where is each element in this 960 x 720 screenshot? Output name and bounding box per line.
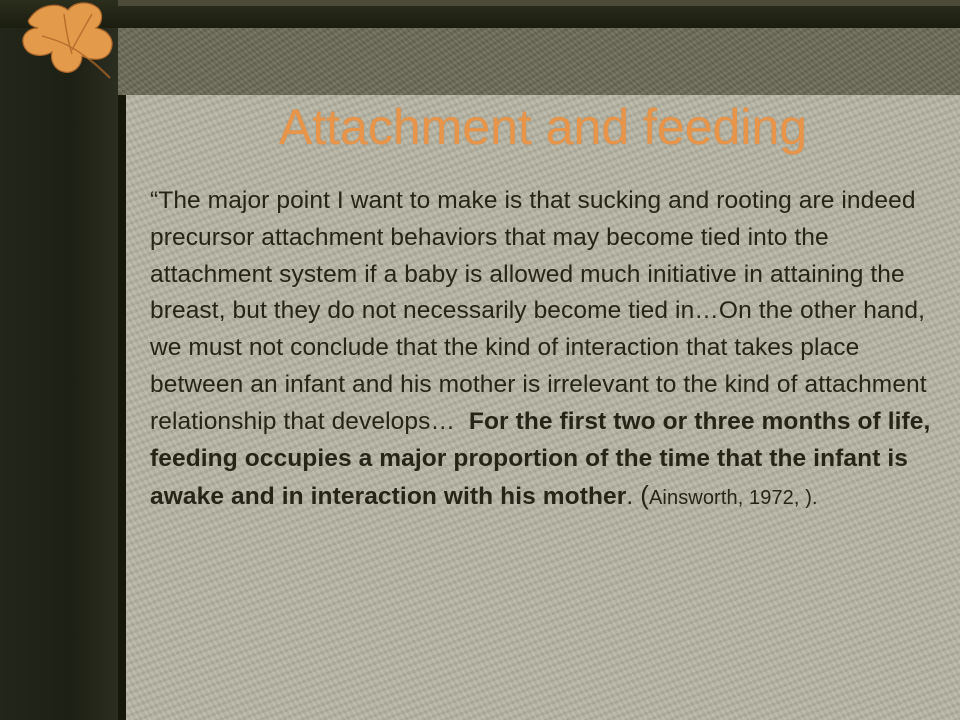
header-panel	[118, 28, 960, 95]
top-strip	[118, 0, 960, 6]
quote-body	[150, 183, 948, 517]
vertical-divider	[118, 28, 126, 720]
quote-bold-text: For the first two or three months of life, feeding occupies a major proportion of the time that the infant is awake and in interaction with his mother	[150, 407, 931, 511]
open-paren: (	[640, 480, 649, 511]
citation: Ainsworth, 1972, ).	[648, 487, 818, 510]
autumn-leaf-icon	[12, 0, 122, 80]
quote-text: “The major point I want to make is that sucking and rooting are indeed precursor attachment behaviors that may become tied into the attachment system if a baby is allowed much initiative in attaining the breast, but they do not necessarily become tied in…On the other hand, we must not conclude that the kind of interaction that takes place between an infant and his mother is irrelevant to the kind of attachment relationship that develops…	[150, 187, 927, 435]
left-column	[0, 28, 118, 720]
slide-title: Attachment and feeding	[278, 99, 808, 155]
quote-period: .	[626, 483, 641, 511]
